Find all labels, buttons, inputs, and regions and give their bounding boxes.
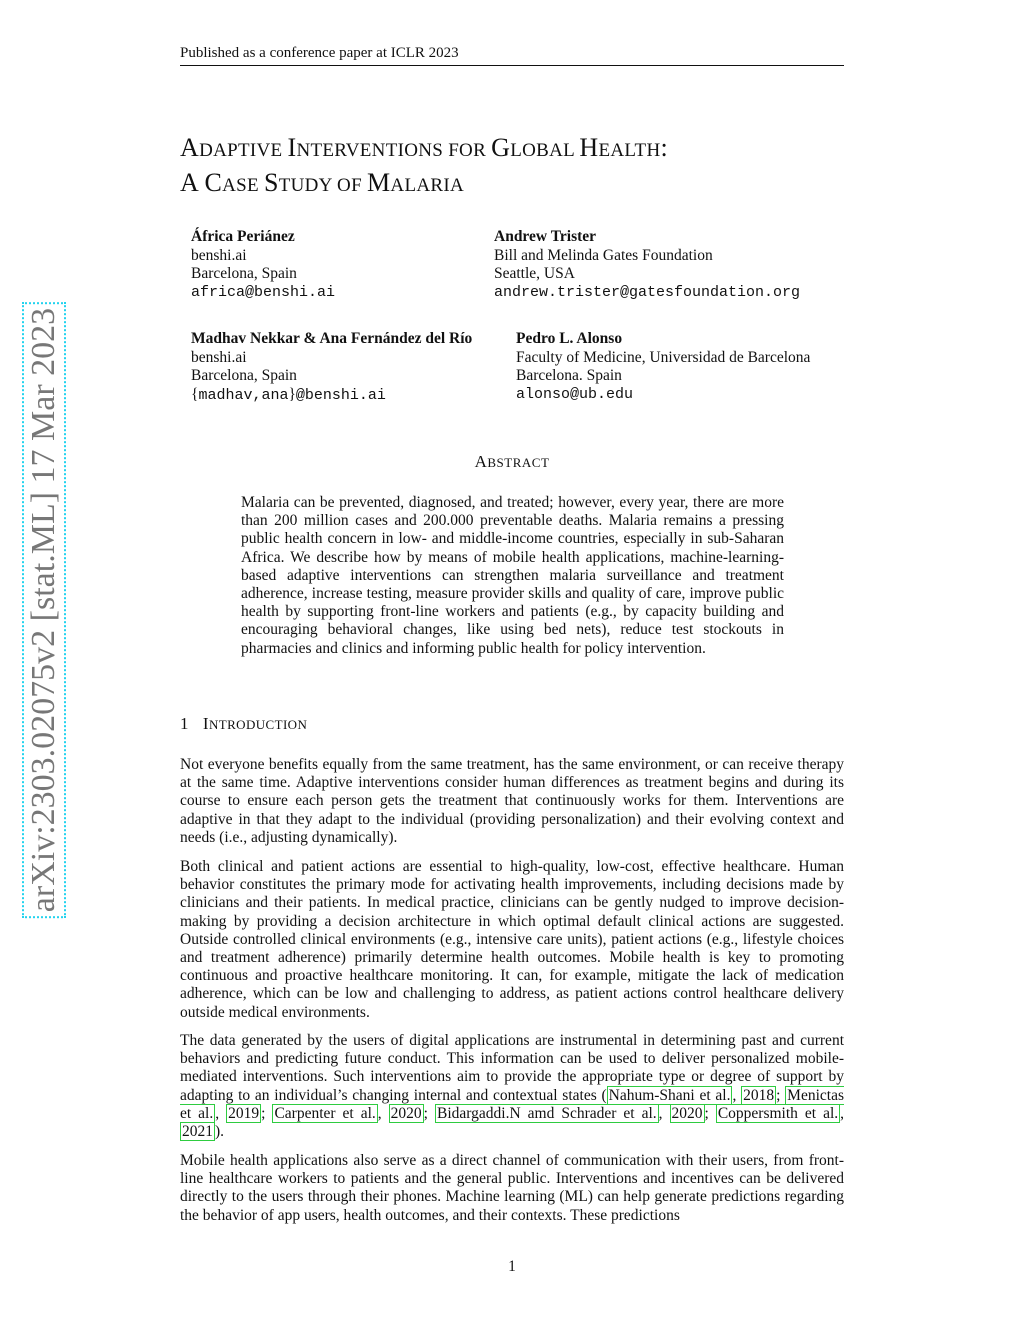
author-name: Madhav Nekkar & Ana Fernández del Río bbox=[191, 330, 473, 347]
author-block bbox=[494, 228, 800, 302]
author-affiliation: Bill and Melinda Gates Foundation bbox=[494, 246, 713, 264]
section-heading: 1 INTRODUCTION bbox=[180, 714, 308, 733]
citation-link[interactable]: 2021 bbox=[182, 1123, 213, 1141]
paper-title bbox=[180, 132, 860, 202]
citation-link[interactable]: 2020 bbox=[671, 1104, 703, 1122]
author-location: Barcelona, Spain bbox=[191, 265, 297, 282]
title-line-1: ADAPTIVE INTERVENTIONS FOR GLOBAL HEALTH: bbox=[180, 133, 669, 162]
citation-link[interactable]: 2018 bbox=[743, 1086, 775, 1104]
author-affiliation: benshi.ai bbox=[191, 348, 247, 366]
title-line-2: A CASE STUDY OF MALARIA bbox=[180, 168, 464, 197]
citation-link[interactable]: Carpenter et al. bbox=[274, 1104, 376, 1122]
author-block bbox=[191, 228, 335, 302]
abstract-text: Malaria can be prevented, diagnosed, and treated; however, every year, there are more than 200 million cases and 200.000 preventable deaths. Malaria remains a pressing public health concern in low- and middle-income countries, especially in sub-Saharan Africa. We describe how by means of mobile health applications, machine-learning-based adaptive interventions can strengthen malaria surveillance and treatment adherence, increase testing, measure provider skills and quality of care, improve public health by supporting front-line workers and patients (e.g., by capacity building and encouraging behavioral changes, like using bed nets), reduce test stockouts in pharmacies and clinics and informing public health for policy intervention. bbox=[241, 494, 784, 657]
author-location: Barcelona. Spain bbox=[516, 367, 622, 384]
author-affiliation: Faculty of Medicine, Universidad de Barcelona bbox=[516, 348, 811, 366]
citation-link[interactable]: Nahum-Shani et al. bbox=[608, 1086, 731, 1104]
running-header: Published as a conference paper at ICLR 2023 bbox=[180, 45, 459, 61]
author-email: africa@benshi.ai bbox=[191, 283, 336, 301]
page-number: 1 bbox=[508, 1258, 516, 1275]
header-rule bbox=[180, 65, 844, 66]
author-location: Seattle, USA bbox=[494, 265, 575, 282]
citation-link[interactable]: Bidargaddi.N amd Schrader et al. bbox=[436, 1104, 657, 1122]
citation-link[interactable]: Coppersmith et al. bbox=[717, 1104, 839, 1122]
paragraph: Both clinical and patient actions are essential to high-quality, low-cost, effective healthcare. Human behavior constitutes the primary mode for activating health improvements, including decisions made by clinicians and their patients. In medical practice, clinicians can be gently nudged to improve decision-making by providing a decision architecture in which optimal default clinical actions are suggested. Outside controlled clinical environments (e.g., intensive care units), patient actions (e.g., lifestyle choices and treatment adherence) primarily determine health outcomes. Mobile health is key to promoting continuous and proactive healthcare monitoring. It can, for example, mitigate the lack of medication adherence, which can be low and challenging to address, as patient actions control healthcare delivery outside medical environments. bbox=[180, 858, 844, 1021]
author-email: alonso@ub.edu bbox=[516, 385, 634, 403]
author-email: {madhav,ana}@benshi.ai bbox=[191, 385, 386, 404]
author-name: Andrew Trister bbox=[494, 228, 597, 245]
author-name: Pedro L. Alonso bbox=[516, 330, 623, 347]
author-affiliation: benshi.ai bbox=[191, 246, 247, 264]
author-block bbox=[516, 330, 810, 404]
author-location: Barcelona, Spain bbox=[191, 367, 297, 384]
abstract-heading: ABSTRACT bbox=[474, 452, 550, 471]
paragraph: Mobile health applications also serve as a direct channel of communication with their users, from front-line healthcare workers to patients and the general public. Interventions and incentives can be delivered directly to the users through their phones. Machine learning (ML) can help generate predictions regarding the behavior of app users, health outcomes, and their contexts. These predictions bbox=[180, 1152, 844, 1224]
paragraph: The data generated by the users of digital applications are instrumental in determining past and current behaviors and predicting future conduct. This information can be used to deliver personalized mobile-mediated interventions. Such interventions aim to provide the appropriate type or degree of support by adapting to an individual’s changing internal and contextual states ( Nahum-Shani et al. , 2018 ; Menictas et al. , 2019 ; Carpenter et al. , 2020 ; Bidargaddi.N amd Schrader et al. , 2020 ; Coppersmith et al. , 2021 ). bbox=[180, 1032, 845, 1141]
author-email: andrew.trister@gatesfoundation.org bbox=[494, 283, 801, 301]
author-name: África Periánez bbox=[191, 228, 295, 245]
author-block bbox=[191, 330, 472, 405]
citation-link[interactable]: Menictas et al. bbox=[180, 1086, 844, 1122]
paragraph: Not everyone benefits equally from the same treatment, has the same environment, or can receive therapy at the same time. Adaptive interventions consider human differences as treatment begins and during its course to ensure each person gets the treatment that continuously works for them. Interventions are adaptive in that they adapt to the individual (providing personalization) and their evolving context and needs (i.e., adjusting dynamically). bbox=[180, 756, 844, 846]
citation-link[interactable]: 2019 bbox=[228, 1104, 260, 1122]
citation-link[interactable]: 2020 bbox=[390, 1104, 422, 1122]
arxiv-identifier-link[interactable]: arXiv:2303.02075v2 [stat.ML] 17 Mar 2023 bbox=[22, 302, 66, 918]
